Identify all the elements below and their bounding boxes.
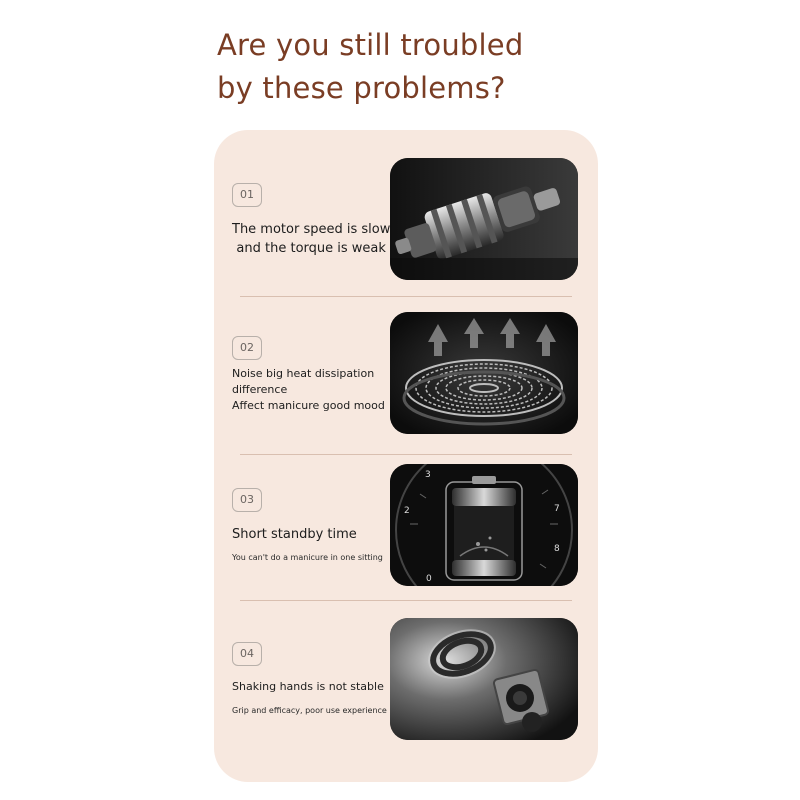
page-title-line-2: by these problems? [217,71,506,105]
gauge-number: 7 [554,504,560,514]
problem-number-badge: 04 [232,642,262,666]
problem-card-01 [214,158,598,310]
problem-number-badge: 01 [232,183,262,207]
gauge-number: 0 [426,574,432,584]
gauge-number: 3 [425,470,431,480]
problem-card-04 [214,618,598,770]
problem-title [232,220,390,258]
problems-panel [214,130,598,782]
vibration-icon [390,618,578,740]
problem-number-badge: 02 [232,336,262,360]
page-title [217,24,523,110]
problem-title: Short standby time [232,527,357,542]
problem-title: Shaking hands is not stable [232,680,384,693]
problem-title-line-3: Affect manicure good mood [232,399,385,412]
gauge-number: 2 [404,506,410,516]
page-title-line-1: Are you still troubled [217,28,524,62]
problem-card-03 [214,464,598,616]
problem-title-line-2: difference [232,383,288,396]
problem-subtitle: Grip and efficacy, poor use experience [232,706,387,715]
problem-title-line-2: and the torque is weak [236,241,386,256]
motor-icon [390,158,578,280]
problem-number-badge: 03 [232,488,262,512]
problem-card-02 [214,312,598,464]
divider [240,296,572,297]
problem-title [232,366,385,414]
heat-coil-icon [390,312,578,434]
problem-subtitle: You can't do a manicure in one sitting [232,553,383,562]
divider [240,454,572,455]
problem-title-line-1: Noise big heat dissipation [232,367,375,380]
divider [240,600,572,601]
problem-title-line-1: The motor speed is slow [232,222,391,237]
gauge-number: 8 [554,544,560,554]
battery-gauge-icon [390,464,578,586]
